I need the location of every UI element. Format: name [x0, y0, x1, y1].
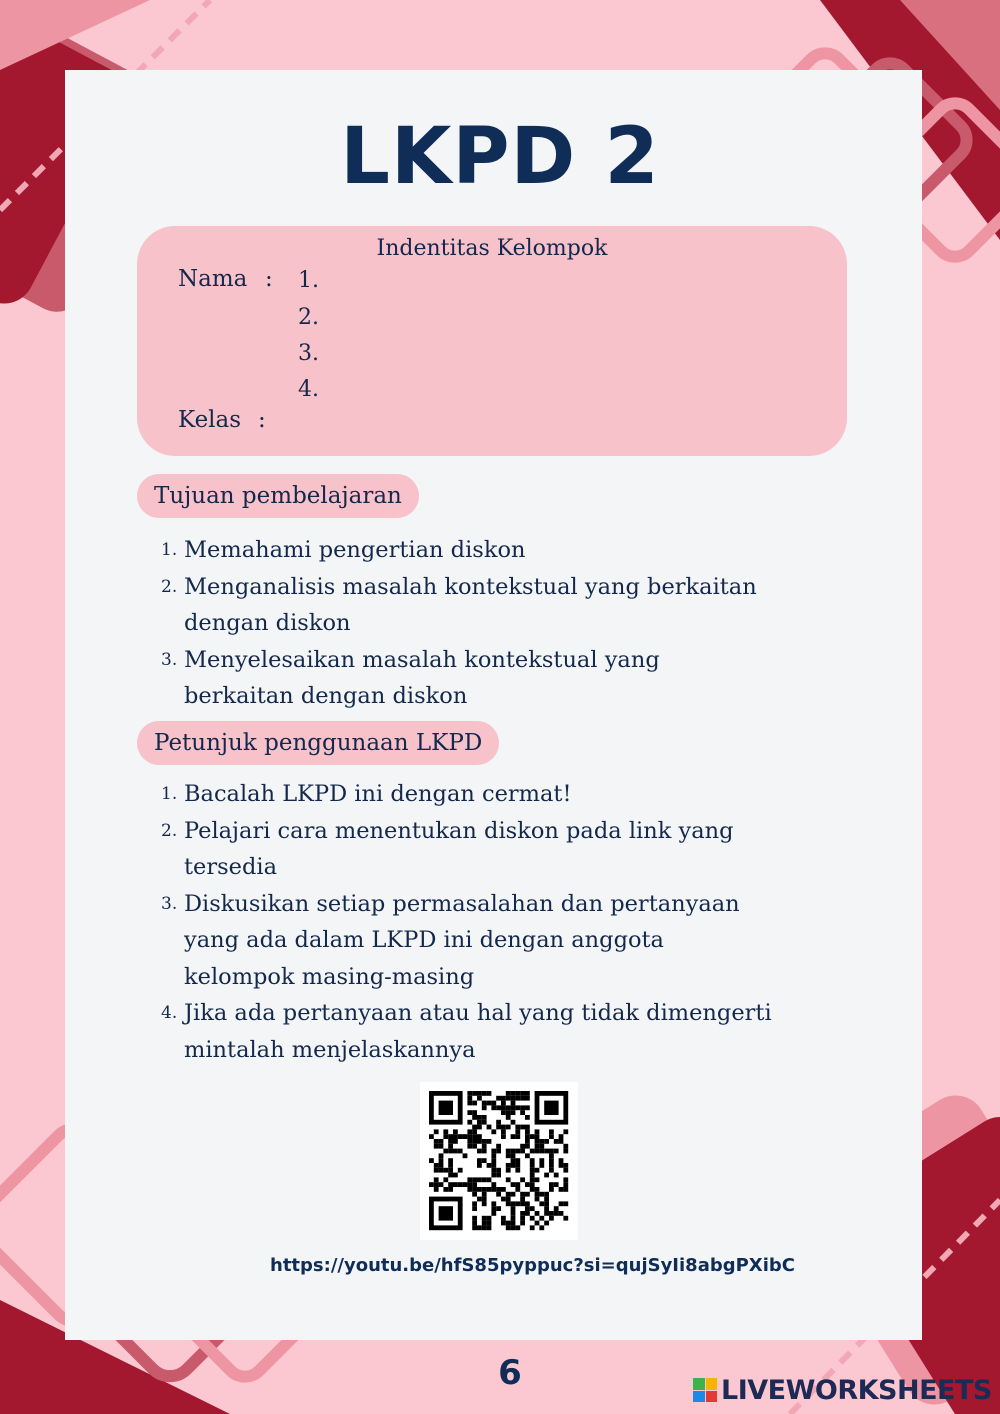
- item-text: mintalah menjelaskannya: [184, 1036, 476, 1063]
- item-number: 1.: [161, 784, 178, 804]
- identity-box: [137, 226, 847, 456]
- item-text: Jika ada pertanyaan atau hal yang tidak dimengerti: [184, 1000, 772, 1026]
- item-number: 2.: [161, 576, 178, 597]
- list-item: [161, 886, 772, 996]
- member-number-3: 3.: [298, 341, 319, 366]
- instructions-list: [161, 776, 772, 1068]
- member-number-4: 4.: [298, 377, 319, 402]
- item-text: Diskusikan setiap permasalahan dan pertanyaan: [184, 890, 740, 917]
- page-number: 6: [498, 1353, 522, 1393]
- item-number: 3.: [161, 893, 178, 914]
- brand-watermark: [693, 1373, 992, 1407]
- item-text: tersedia: [184, 854, 277, 880]
- member-number-2: 2.: [298, 305, 319, 330]
- item-number: 4.: [161, 1003, 178, 1023]
- item-text: Bacalah LKPD ini dengan cermat!: [184, 781, 572, 807]
- item-text: Memahami pengertian diskon: [184, 537, 526, 563]
- item-text: Menyelesaikan masalah kontekstual yang: [184, 646, 660, 673]
- name-label: Nama: [178, 266, 248, 292]
- list-item: [161, 532, 757, 569]
- page-title: LKPD 2: [340, 112, 660, 202]
- item-number: 2.: [161, 820, 178, 841]
- liveworksheets-logo-icon: [693, 1378, 717, 1402]
- list-item: [161, 995, 772, 1068]
- objectives-list: [161, 532, 757, 715]
- qr-code[interactable]: [420, 1082, 578, 1240]
- qr-code-icon: [420, 1082, 578, 1240]
- item-text: berkaitan dengan diskon: [184, 683, 468, 709]
- item-text: dengan diskon: [184, 610, 351, 636]
- list-item: [161, 776, 772, 813]
- item-text: Menganalisis masalah kontekstual yang berkaitan: [184, 573, 757, 600]
- list-item: [161, 569, 757, 642]
- objectives-heading: Tujuan pembelajaran: [137, 474, 419, 518]
- class-colon: :: [258, 407, 266, 433]
- brand-name: LIVEWORKSHEETS: [721, 1374, 992, 1406]
- instructions-heading: Petunjuk penggunaan LKPD: [137, 721, 499, 765]
- item-number: 1.: [161, 540, 178, 560]
- list-item: [161, 813, 772, 886]
- item-text: Pelajari cara menentukan diskon pada link yang: [184, 817, 734, 844]
- item-number: 3.: [161, 649, 178, 670]
- member-number-1: 1.: [298, 268, 319, 293]
- identity-heading: Indentitas Kelompok: [376, 236, 608, 261]
- video-link[interactable]: https://youtu.be/hfS85pyppuc?si=qujSyIi8abgPXibC: [270, 1255, 795, 1276]
- item-text: kelompok masing-masing: [184, 963, 475, 990]
- list-item: [161, 642, 757, 715]
- class-label: Kelas: [178, 407, 242, 433]
- name-colon: :: [265, 266, 273, 292]
- item-text: yang ada dalam LKPD ini dengan anggota: [184, 927, 664, 953]
